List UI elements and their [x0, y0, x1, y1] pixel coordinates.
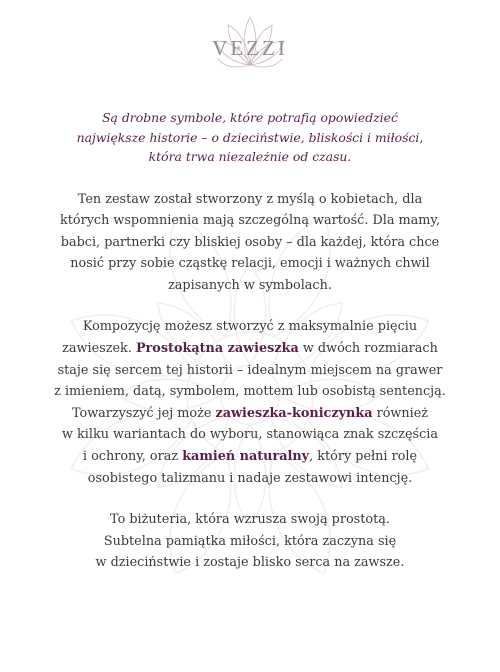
- paragraph-line: Towarzyszyć jej może zawieszka-koniczynka również: [71, 405, 429, 421]
- description: [30, 108, 470, 574]
- paragraph-composition: [30, 316, 470, 489]
- paragraph-line: staje się sercem tej historii – idealnym miejscem na grawer: [57, 362, 443, 378]
- paragraph-closing: [30, 509, 470, 574]
- paragraph-line: z imieniem, datą, symbolem, mottem lub osobistą sentencją.: [54, 384, 446, 400]
- paragraph-line: Kompozycję możesz stworzyć z maksymalnie pięciu: [82, 319, 418, 335]
- paragraph-audience: [30, 189, 470, 297]
- paragraph-line: Ten zestaw został stworzony z myślą o kobietach, dla: [77, 191, 423, 207]
- intro-line: która trwa niezależnie od czasu.: [148, 149, 352, 164]
- intro-line: Są drobne symbole, które potrafią opowiedzieć: [102, 110, 398, 125]
- paragraph-line: i ochrony, oraz kamień naturalny, który pełni rolę: [82, 449, 418, 465]
- intro-line: największe historie – o dzieciństwie, bliskości i miłości,: [76, 129, 424, 145]
- paragraph-line: w kilku wariantach do wyboru, stanowiąca znak szczęścia: [62, 427, 438, 443]
- paragraph-line: zawieszek. Prostokątna zawieszka w dwóch rozmiarach: [62, 341, 438, 357]
- paragraph-line: babci, partnerki czy bliskiej osoby – dla każdej, która chce: [60, 234, 440, 250]
- paragraph-line: nosić przy sobie cząstkę relacji, emocji i ważnych chwil: [70, 256, 430, 272]
- paragraph-line: To biżuteria, która wzrusza swoją prostotą.: [110, 512, 390, 528]
- intro-text: [30, 108, 470, 167]
- paragraph-line: w dzieciństwie i zostaje blisko serca na zawsze.: [95, 555, 405, 571]
- highlight-rectangular-pendant: Prostokątna zawieszka: [135, 341, 299, 357]
- highlight-natural-stone: kamień naturalny: [182, 449, 310, 465]
- brand-logo: [200, 12, 300, 82]
- highlight-clover-pendant: zawieszka-koniczynka: [215, 405, 373, 421]
- paragraph-line: których wspomnienia mają szczególną wartość. Dla mamy,: [59, 213, 441, 229]
- brand-name: VEZZI: [212, 36, 288, 60]
- paragraph-line: Subtelna pamiątka miłości, która zaczyna się: [103, 533, 397, 549]
- paragraph-line: zapisanych w symbolach.: [168, 277, 332, 293]
- paragraph-line: osobistego talizmanu i nadaje zestawowi intencję.: [87, 470, 413, 486]
